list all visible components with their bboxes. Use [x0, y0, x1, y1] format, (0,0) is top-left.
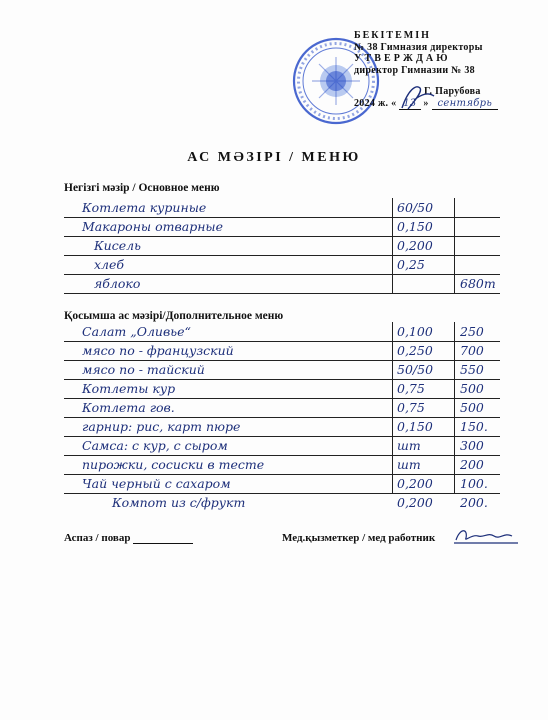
dish-qty: 0,100	[397, 324, 433, 339]
approval-line-director-kz: № 38 Гимназия директоры	[354, 41, 483, 53]
page-title: АС МӘЗІРІ / МЕНЮ	[187, 150, 361, 165]
dish-qty: 0,200	[397, 476, 433, 491]
dish-name: яблоко	[94, 276, 141, 291]
dish-price: 250	[460, 324, 484, 339]
main-menu-row	[64, 198, 500, 218]
extra-menu-row	[64, 341, 500, 361]
dish-qty: 0,75	[397, 400, 425, 415]
main-menu-row	[64, 217, 500, 237]
extra-menu-row	[64, 398, 500, 418]
dish-name: Компот из с/фрукт	[112, 495, 246, 510]
dish-qty: 50/50	[397, 362, 434, 377]
approval-year: 2024 ж. «	[354, 97, 397, 109]
dish-qty: 0,150	[397, 219, 433, 234]
dish-qty: 0,250	[397, 343, 433, 358]
approval-day: 13	[399, 98, 420, 110]
dish-name: Салат „Оливье“	[82, 324, 191, 339]
dish-name: Самса: с кур, с сыром	[82, 438, 228, 453]
director-signature	[398, 82, 438, 112]
extra-menu-row	[64, 493, 500, 512]
extra-menu-row	[64, 322, 500, 342]
dish-price: 680т	[460, 276, 496, 291]
dish-price: 150.	[460, 419, 488, 434]
approval-line-director-ru: директор Гимназии № 38	[354, 64, 475, 76]
extra-menu-row	[64, 360, 500, 380]
extra-menu-row	[64, 379, 500, 399]
extra-menu-row	[64, 474, 500, 494]
main-menu-row	[64, 255, 500, 275]
dish-name: гарнир: рис, карт пюре	[82, 419, 241, 434]
main-menu-row	[64, 236, 500, 256]
cook-signature-line	[133, 543, 193, 544]
extra-menu-row	[64, 417, 500, 437]
approval-month: сентябрь	[432, 98, 499, 110]
dish-qty: 0,75	[397, 381, 425, 396]
dish-name: хлеб	[94, 257, 125, 272]
dish-qty: шт	[397, 438, 421, 453]
dish-name: мясо по - тайский	[82, 362, 205, 377]
main-menu-heading: Негізгі мәзір / Основное меню	[64, 182, 220, 194]
dish-name: Чай черный с сахаром	[82, 476, 231, 491]
dish-name: Макароны отварные	[82, 219, 224, 234]
dish-price: 100.	[460, 476, 488, 491]
dish-price: 550	[460, 362, 484, 377]
extra-menu-row	[64, 455, 500, 475]
medic-signature	[454, 524, 520, 546]
approval-line-kz: БЕКІТЕМІН	[354, 30, 431, 41]
dish-qty: 0,150	[397, 419, 433, 434]
main-menu-row	[64, 274, 500, 294]
dish-qty: 60/50	[397, 200, 434, 215]
dish-price: 500	[460, 400, 484, 415]
approval-day-suffix: »	[423, 97, 429, 109]
dish-qty: шт	[397, 457, 421, 472]
dish-price: 700	[460, 343, 484, 358]
dish-name: пирожки, сосиски в тесте	[82, 457, 265, 472]
dish-name: Котлета куриные	[82, 200, 207, 215]
medic-signature-field	[282, 532, 435, 544]
medic-label: Мед.қызметкер / мед работник	[282, 532, 436, 544]
dish-name: Кисель	[94, 238, 141, 253]
extra-menu-row	[64, 436, 500, 456]
dish-qty: 0,25	[397, 257, 425, 272]
dish-price: 500	[460, 381, 484, 396]
approval-date	[354, 98, 524, 110]
approval-block	[354, 30, 524, 109]
dish-name: мясо по - французский	[82, 343, 234, 358]
dish-price: 300	[460, 438, 484, 453]
director-name: Г. Парубова	[424, 86, 481, 97]
dish-price: 200	[460, 457, 484, 472]
dish-qty: 0,200	[397, 238, 433, 253]
extra-menu-heading: Қосымша ас мәзірі/Дополнительное меню	[64, 310, 284, 322]
dish-qty: 0,200	[397, 495, 433, 510]
approval-line-ru: У Т В Е Р Ж Д А Ю	[354, 53, 448, 64]
dish-name: Котлета гов.	[82, 400, 175, 415]
dish-name: Котлеты кур	[82, 381, 176, 396]
cook-signature-field	[64, 532, 193, 544]
dish-price: 200.	[460, 495, 488, 510]
cook-label: Аспаз / повар	[64, 532, 131, 544]
